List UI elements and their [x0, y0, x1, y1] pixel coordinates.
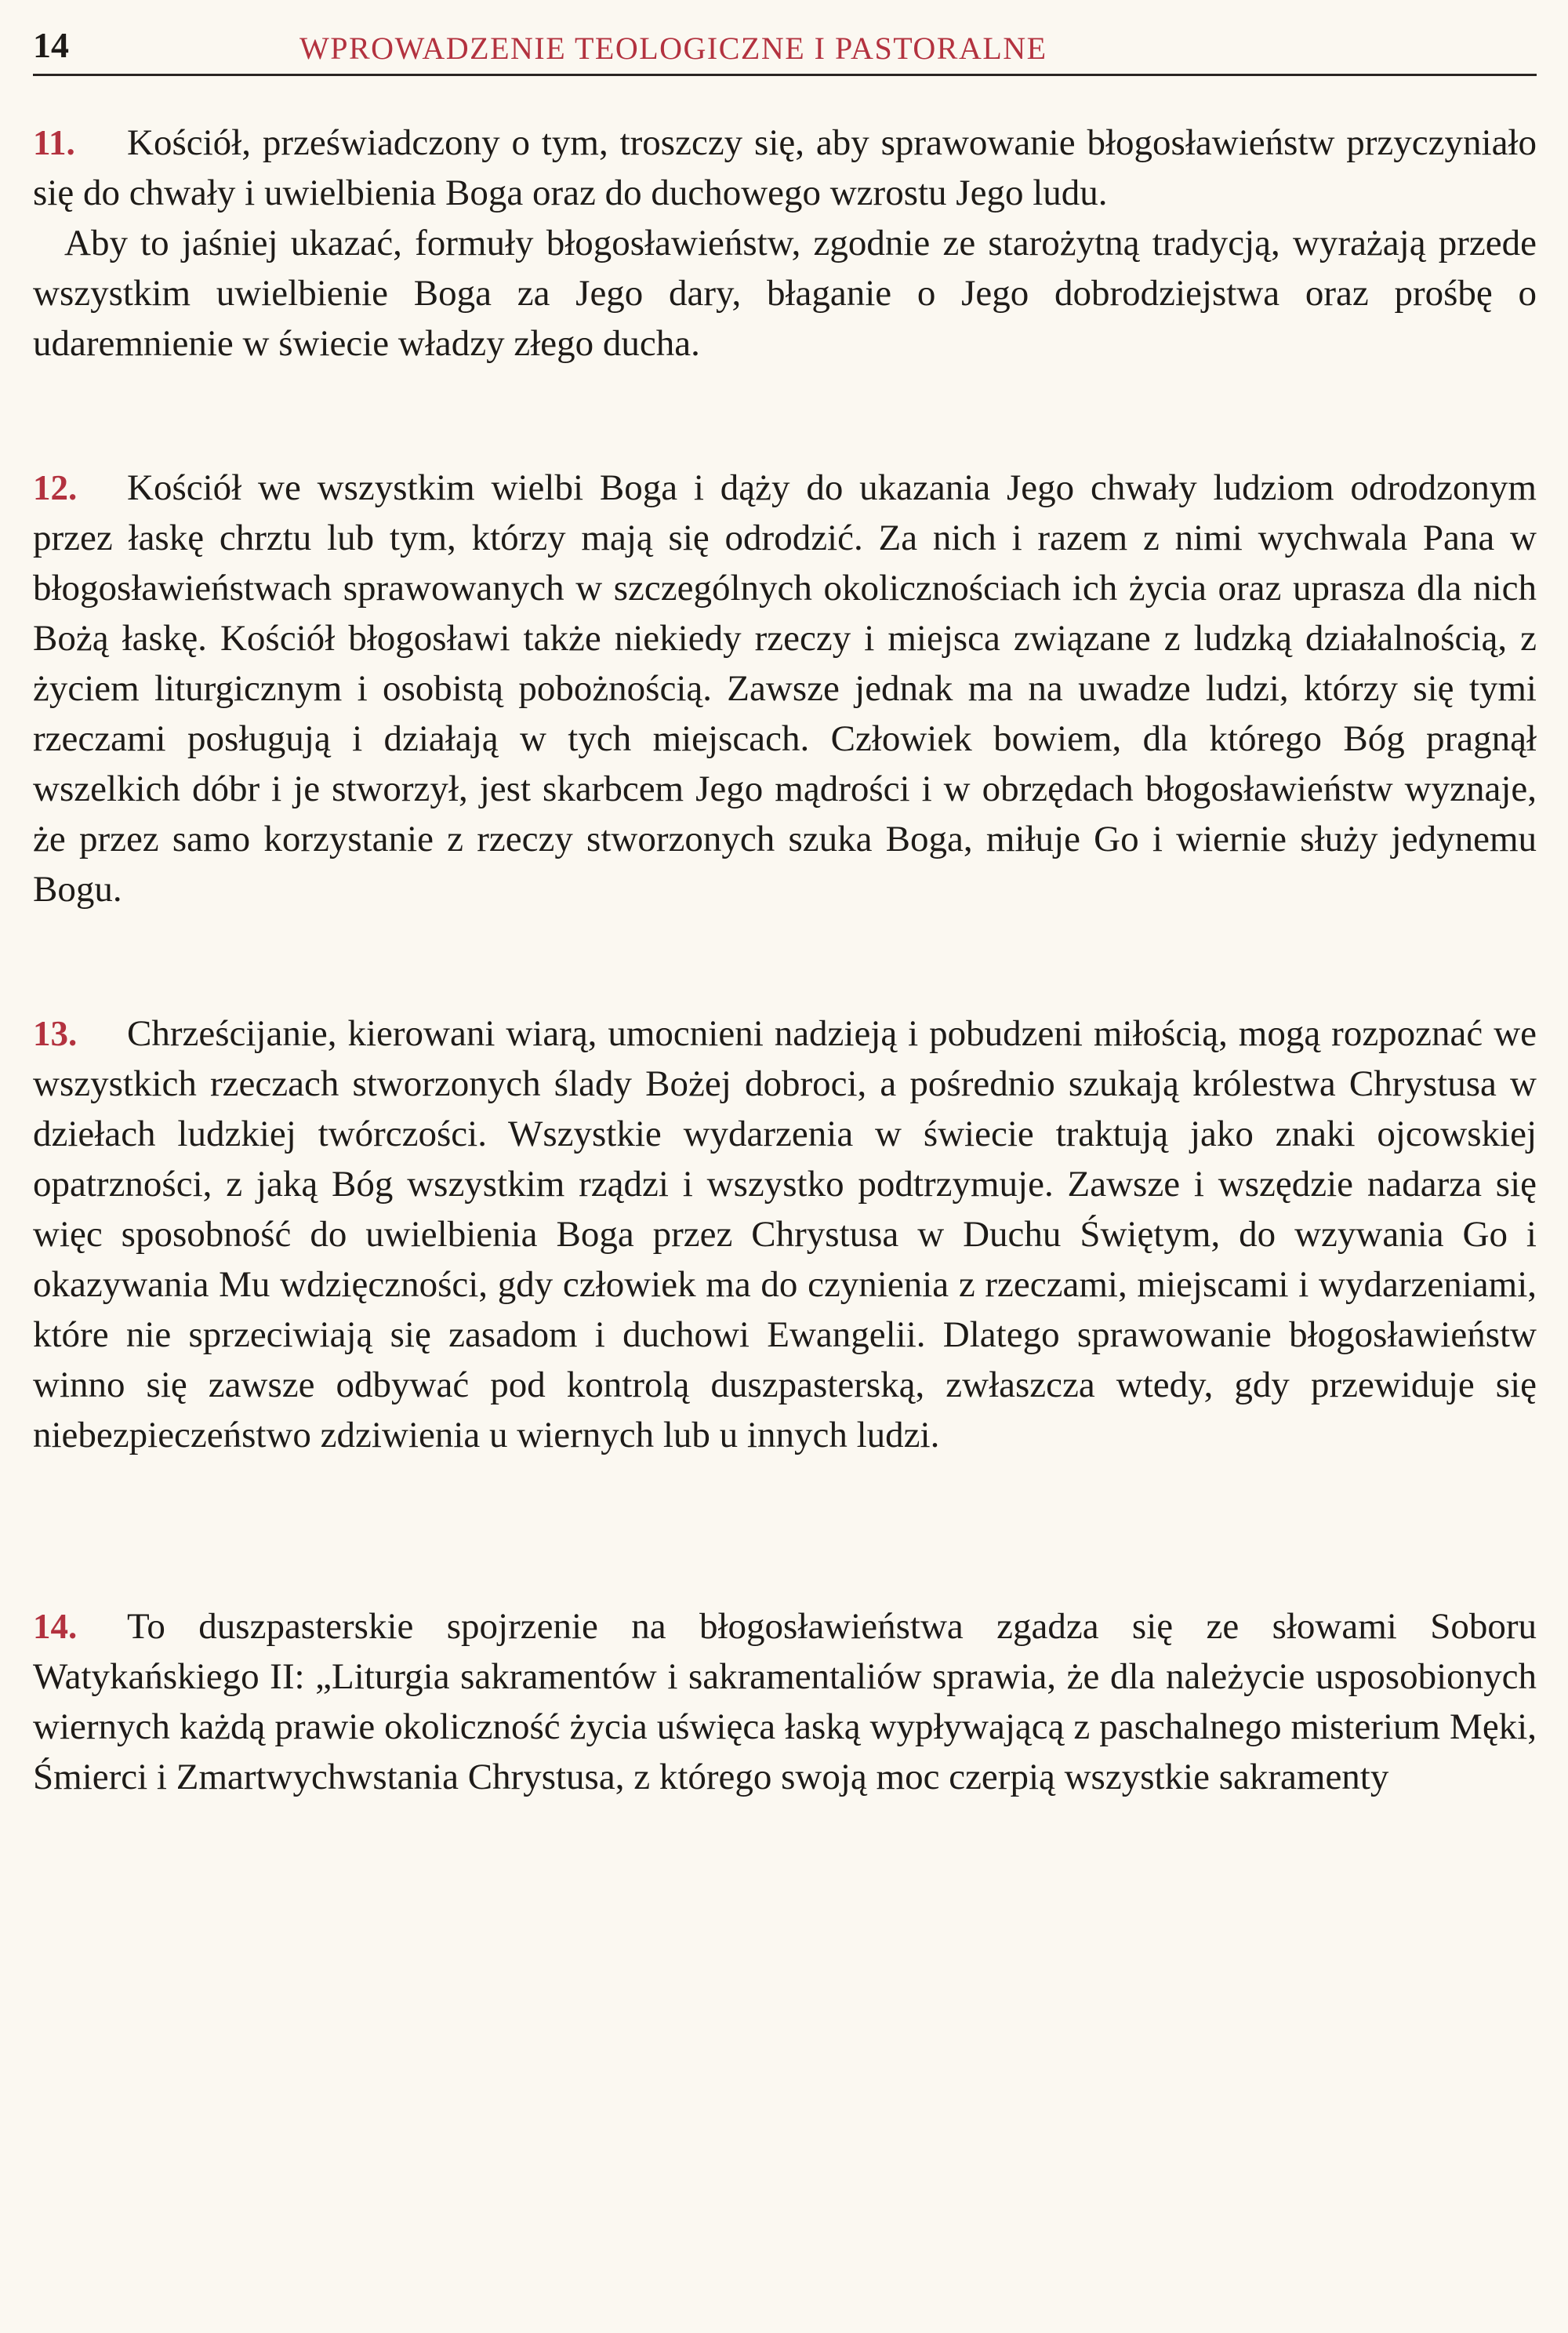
- section-11: [33, 118, 1537, 369]
- section-number: 12.: [33, 468, 78, 507]
- paragraph: [33, 463, 1537, 914]
- paragraph: [33, 1601, 1537, 1802]
- paragraph: [33, 118, 1537, 218]
- section-14: [33, 1601, 1537, 1802]
- paragraph: Aby to jaśniej ukazać, formuły błogosławieństw, zgodnie ze starożytną tradycją, wyrażają przede wszystkim uwielbienie Boga za Jego dary, błaganie o Jego dobrodziejstwa oraz prośbę o udaremnienie w świecie władzy złego ducha.: [33, 223, 1537, 364]
- paragraph-text: Chrześcijanie, kierowani wiarą, umocnieni nadzieją i pobudzeni miłością, mogą rozpoznać we wszystkich rzeczach stworzonych ślady Bożej dobroci, a pośrednio szukają królestwa Chrystusa w dziełach ludzkiej twórczości. Wszystkie wydarzenia w świecie traktują jako znaki ojcowskiej opatrzności, z jaką Bóg wszystkim rządzi i wszystko podtrzymuje. Zawsze i wszędzie nadarza się więc sposobność do uwielbienia Boga przez Chrystusa w Duchu Świętym, do wzywania Go i okazywania Mu wdzięczności, gdy człowiek ma do czynienia z rzeczami, miejscami i wydarzeniami, które nie sprzeciwiają się zasadom i duchowi Ewangelii. Dlatego sprawowanie błogosławieństw winno się zawsze odbywać pod kontrolą duszpasterską, zwłaszcza wtedy, gdy przewiduje się niebezpieczeństwo zdziwienia u wiernych lub u innych ludzi.: [33, 1013, 1537, 1455]
- paragraph-text: Kościół we wszystkim wielbi Boga i dąży do ukazania Jego chwały ludziom odrodzonym przez łaskę chrztu lub tym, którzy mają się odrodzić. Za nich i razem z nimi wychwala Pana w błogosławieństwach sprawowanych w szczególnych okolicznościach ich życia oraz uprasza dla nich Bożą łaskę. Kościół błogosławi także niekiedy rzeczy i miejsca związane z ludzką działalnością, z życiem liturgicznym i osobistą pobożnością. Zawsze jednak ma na uwadze ludzi, którzy się tymi rzeczami posługują i działają w tych miejscach. Człowiek bowiem, dla którego Bóg pragnął wszelkich dóbr i je stworzył, jest skarbcem Jego mądrości i w obrzędach błogosławieństw wyznaje, że przez samo korzystanie z rzeczy stworzonych szuka Boga, miłuje Go i wiernie służy jedynemu Bogu.: [33, 467, 1537, 910]
- section-number: 11.: [33, 123, 75, 162]
- paragraph-text: To duszpasterskie spojrzenie na błogosławieństwa zgadza się ze słowami Soboru Watykańskiego II: „Liturgia sakramentów i sakramentaliów sprawia, że dla należycie usposobionych wiernych każdą prawie okoliczność życia uświęca łaską wypływającą z paschalnego misterium Męki, Śmierci i Zmartwychwstania Chrystusa, z którego swoją moc czerpią wszystkie sakramenty: [33, 1606, 1537, 1797]
- document-body: [33, 118, 1537, 1802]
- section-13: [33, 1008, 1537, 1460]
- section-number: 14.: [33, 1607, 78, 1646]
- page-number: 14: [33, 25, 69, 65]
- page-header: [33, 17, 1537, 76]
- section-number: 13.: [33, 1014, 78, 1053]
- paragraph: [33, 1008, 1537, 1460]
- paragraph-text: Kościół, przeświadczony o tym, troszczy się, aby sprawowanie błogosławieństw przyczyniało się do chwały i uwielbienia Boga oraz do duchowego wzrostu Jego ludu.: [33, 122, 1537, 213]
- running-head: WPROWADZENIE TEOLOGICZNE I PASTORALNE: [299, 31, 1047, 66]
- section-12: [33, 463, 1537, 914]
